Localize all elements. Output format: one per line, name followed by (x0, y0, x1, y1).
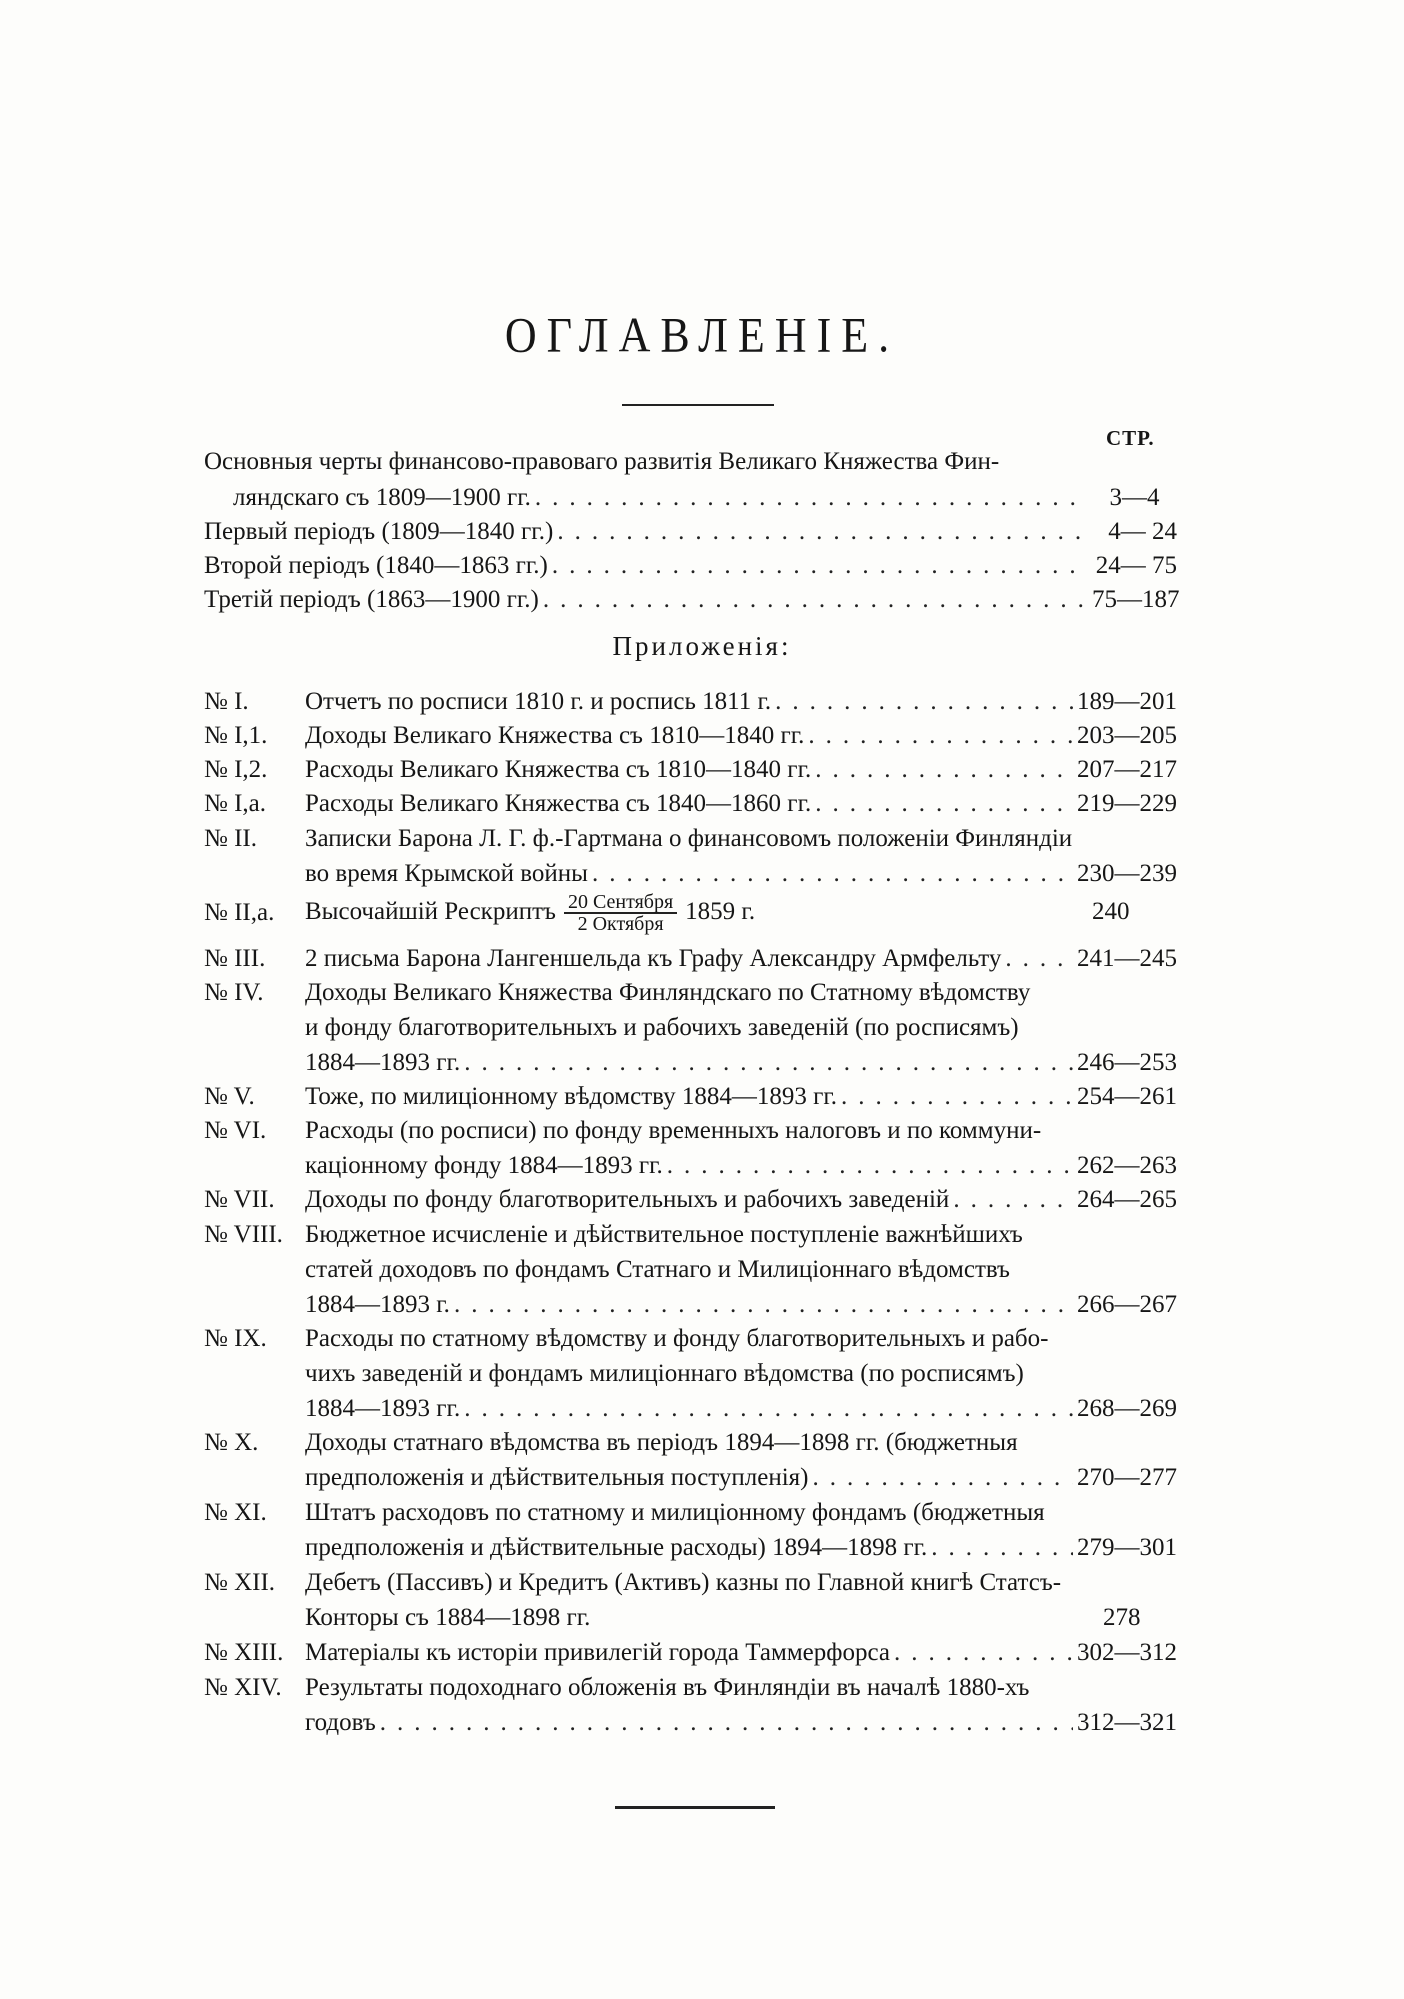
page-range: 3—4 (1109, 484, 1160, 511)
appendix-number: № VIII. (204, 1221, 283, 1248)
appendix-line: Бюджетное исчисленіе и дѣйствительное поступленіе важнѣйшихъ (305, 1221, 1023, 1248)
appendix-entry: Доходы Великаго Княжества съ 1810—1840 гг. ..... 203—205 (305, 719, 1177, 753)
page-title: ОГЛАВЛЕНІЕ. (504, 308, 900, 363)
appendix-number: № VI. (204, 1117, 267, 1144)
page-column-label: СТР. (1106, 426, 1155, 450)
appendix-entry: каціонному фонду 1884—1893 гг. ..... 262—263 (305, 1149, 1177, 1183)
appendix-line: Записки Барона Л. Г. ф.-Гартмана о финансовомъ положеніи Финляндіи (305, 825, 1073, 852)
appendix-line: Штатъ расходовъ по статному и милиціонному фондамъ (бюджетныя (305, 1499, 1045, 1526)
appendix-entry: Тоже, по милиціонному вѣдомству 1884—1893 гг. ..... 254—261 (305, 1080, 1177, 1114)
appendix-number: № III. (204, 945, 266, 972)
appendix-entry: Расходы Великаго Княжества съ 1840—1860 гг. ..... 219—229 (305, 787, 1177, 821)
appendix-line: и фонду благотворительныхъ и рабочихъ заведеній (по росписямъ) (305, 1014, 1019, 1041)
page-range: 240 (1092, 898, 1130, 925)
appendix-number: № II. (204, 825, 258, 852)
appendix-number: № VII. (204, 1186, 275, 1213)
appendix-entry: Матеріалы къ исторіи привилегій города Таммерфорса ..... 302—312 (305, 1636, 1177, 1670)
appendix-line: Результаты подоходнаго обложенія въ Финляндіи въ началѣ 1880-хъ (305, 1674, 1030, 1701)
appendix-line: Доходы статнаго вѣдомства въ періодъ 1894—1898 гг. (бюджетныя (305, 1429, 1018, 1456)
appendix-entry: 1884—1893 г. ..... 266—267 (305, 1288, 1177, 1322)
page-range: 278 (1103, 1604, 1141, 1631)
period-entry-3: Третій періодъ (1863—1900 гг.) ..... 75—187 (204, 583, 1177, 617)
appendix-line: чихъ заведеній и фондамъ милиціоннаго вѣдомства (по росписямъ) (305, 1360, 1024, 1387)
appendix-entry: Доходы по фонду благотворительныхъ и рабочихъ заведеній ..... 264—265 (305, 1183, 1177, 1217)
appendix-heading: Приложенія: (612, 631, 792, 661)
appendix-entry: 1884—1893 гг. ..... 246—253 (305, 1046, 1177, 1080)
appendix-entry: предположенія и дѣйствительныя поступленія) ..... 270—277 (305, 1461, 1177, 1495)
date-fraction: $\frac{\text{20 Сентября}}{\text{2 Октября}}$ (564, 892, 677, 934)
appendix-line: статей доходовъ по фондамъ Статнаго и Милиціоннаго вѣдомствъ (305, 1256, 1010, 1283)
appendix-number: № I,2. (204, 756, 268, 783)
appendix-number: № XIII. (204, 1639, 284, 1666)
appendix-number: № I,1. (204, 722, 268, 749)
appendix-number: № IV. (204, 979, 264, 1006)
appendix-number: № I,a. (204, 790, 267, 817)
appendix-entry: Конторы съ 1884—1898 гг. 278 (305, 1601, 1177, 1635)
appendix-entry: Высочайшій Рескриптъ $\frac{\text{20 Сентября}}{\text{2 Октября}}$ 1859 г. 240 (305, 884, 1177, 940)
appendix-number: № V. (204, 1083, 255, 1110)
appendix-line: Дебетъ (Пассивъ) и Кредитъ (Активъ) казны по Главной книгѣ Статсъ- (305, 1569, 1062, 1596)
appendix-entry: во время Крымской войны ..... 230—239 (305, 857, 1177, 891)
appendix-number: № XIV. (204, 1674, 282, 1701)
appendix-entry: предположенія и дѣйствительные расходы) 1894—1898 гг. ..... 279—301 (305, 1531, 1177, 1565)
appendix-entry: годовъ ..... 312—321 (305, 1706, 1177, 1740)
appendix-entry: 2 письма Барона Лангеншельда къ Графу Александру Армфельту ..... 241—245 (305, 942, 1177, 976)
appendix-number: № IX. (204, 1325, 267, 1352)
title-rule (622, 404, 774, 406)
appendix-entry: 1884—1893 гг. ..... 268—269 (305, 1392, 1177, 1426)
bottom-rule (615, 1806, 775, 1809)
appendix-number: № I. (204, 688, 249, 715)
appendix-entry: Отчетъ по росписи 1810 г. и роспись 1811 г. ..... 189—201 (305, 685, 1177, 719)
appendix-entry: Расходы Великаго Княжества съ 1810—1840 гг. ..... 207—217 (305, 753, 1177, 787)
appendix-number: № XII. (204, 1569, 276, 1596)
appendix-line: Расходы по статному вѣдомству и фонду благотворительныхъ и рабо- (305, 1325, 1049, 1352)
appendix-number: № II,a. (204, 899, 275, 926)
period-entry-1: Первый періодъ (1809—1840 гг.) ..... 4— 24 (204, 515, 1177, 549)
appendix-number: № XI. (204, 1499, 267, 1526)
period-entry-2: Второй періодъ (1840—1863 гг.) ..... 24— 75 (204, 549, 1177, 583)
main-section-line1: Основныя черты финансово-правоваго развитія Великаго Княжества Фин- (204, 448, 1000, 475)
appendix-line: Расходы (по росписи) по фонду временныхъ налоговъ и по коммуни- (305, 1117, 1042, 1144)
appendix-number: № X. (204, 1429, 259, 1456)
appendix-line: Доходы Великаго Княжества Финляндскаго по Статному вѣдомству (305, 979, 1031, 1006)
main-section-line2: ляндскаго съ 1809—1900 гг. ..... 3—4 (233, 481, 1177, 515)
